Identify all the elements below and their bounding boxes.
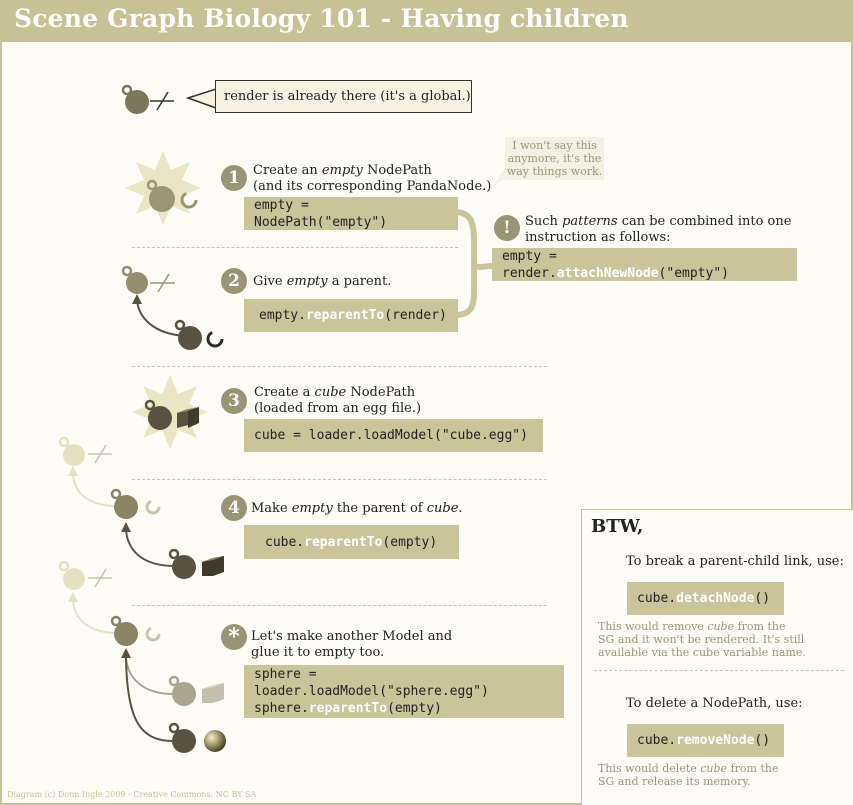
step-1-text-b: NodePath — [362, 163, 432, 178]
step-1-text-line2: (and its corresponding PandaNode.) — [253, 179, 492, 194]
btw-remove-code-method: removeNode — [676, 733, 755, 748]
step-4-text-b: . — [458, 501, 463, 516]
btw-separator — [594, 670, 844, 671]
step-4-code-args: (empty) — [382, 534, 438, 550]
btw-delete-note-em: cube — [700, 762, 728, 775]
combine-bracket — [455, 212, 492, 315]
btw-delete-note-b: from the — [727, 762, 779, 775]
pattern-badge: ! — [494, 215, 520, 241]
step-1-text-em: empty — [321, 163, 363, 178]
step-5-code-line1: sphere = loader.loadModel("sphere.egg") — [254, 667, 489, 699]
note-bubble-tail — [490, 168, 510, 190]
btw-remove-code — [627, 724, 784, 757]
render-node-icon — [123, 86, 174, 114]
btw-delete-note-line2: SG and release its memory. — [598, 775, 751, 788]
step-4-code-method: reparentTo — [304, 534, 383, 550]
btw-detach-code-args: () — [754, 591, 771, 606]
step-5-text — [251, 629, 452, 661]
btw-detach-code-method: detachNode — [676, 591, 755, 606]
btw-break-note — [598, 620, 806, 659]
render-callout — [215, 80, 472, 113]
step-3-text-b: NodePath — [346, 385, 416, 400]
step-4-text-em2: cube — [426, 501, 459, 516]
step-1-text-a: Create an — [253, 163, 322, 178]
step-3-text-line2: (loaded from an egg file.) — [254, 401, 422, 416]
credit-text: Diagram (c) Donn Ingle 2009 - Creative Commons: NC BY SA — [7, 790, 257, 799]
starburst-cube-icon — [132, 375, 208, 449]
step-2-code-obj: empty. — [259, 308, 306, 323]
step-2-text-em: empty — [286, 274, 328, 289]
pattern-text-b: can be combined into one — [617, 214, 792, 229]
separator-4 — [132, 605, 547, 606]
btw-delete-note — [598, 762, 778, 788]
btw-break-note-em: cube — [707, 620, 735, 633]
pattern-text-a: Such — [525, 214, 563, 229]
btw-remove-code-obj: cube. — [637, 733, 677, 748]
step-3-text — [254, 385, 421, 417]
step-3-code — [244, 419, 543, 452]
btw-detach-code — [627, 582, 784, 615]
btw-panel — [581, 509, 853, 805]
step-1-text — [253, 163, 491, 195]
step-4-text-mid: the parent of — [332, 501, 427, 516]
step-2-code-args: (render) — [384, 308, 447, 323]
step-2-text-b: a parent. — [327, 274, 392, 289]
step-2-text-a: Give — [253, 274, 287, 289]
step-3-text-a: Create a — [254, 385, 315, 400]
step-5-code2-method: reparentTo — [308, 701, 388, 716]
step-3-code-text: cube = loader.loadModel("cube.egg") — [254, 428, 528, 443]
btw-break-note-b: from the — [734, 620, 786, 633]
step-5-code — [244, 665, 564, 718]
pattern-code-args: ("empty") — [658, 265, 729, 281]
note-bubble — [505, 137, 604, 180]
note-line-1: I won't say this — [512, 139, 597, 152]
step-4-code — [244, 525, 459, 559]
step-4-badge: 4 — [221, 495, 247, 521]
note-line-2: anymore, it's the — [507, 152, 602, 165]
step-2-code — [244, 299, 458, 332]
separator-3 — [132, 479, 547, 480]
pattern-code-obj: empty = render. — [502, 248, 557, 281]
pattern-code-method: attachNewNode — [556, 265, 659, 281]
step-4-text-a: Make — [251, 501, 292, 516]
pattern-text — [525, 214, 791, 246]
btw-delete-note-a: This would delete — [598, 762, 701, 775]
step-4-text — [251, 501, 463, 517]
step-1-badge: 1 — [221, 165, 247, 191]
btw-break-note-a: This would remove — [598, 620, 708, 633]
btw-break-text: To break a parent-child link, use: — [626, 554, 844, 569]
step-5-text-line1: Let's make another Model and — [251, 629, 453, 644]
btw-delete-text: To delete a NodePath, use: — [626, 696, 803, 711]
step-4-code-obj: cube. — [265, 534, 305, 550]
step-1-code — [244, 197, 458, 230]
step-3-badge: 3 — [221, 388, 247, 414]
step-5-text-line2: glue it to empty too. — [251, 645, 385, 660]
separator-2 — [132, 366, 547, 367]
callout-text: render is already there (it's a global.) — [224, 89, 471, 104]
pattern-code — [492, 248, 797, 281]
step-3-text-em: cube — [314, 385, 347, 400]
btw-break-note-line2: SG and it won't be rendered. It's still — [598, 633, 805, 646]
step5-graph-icon — [60, 562, 226, 753]
btw-heading: BTW, — [591, 516, 644, 537]
step-4-text-em: empty — [291, 501, 333, 516]
btw-remove-code-args: () — [754, 733, 771, 748]
step-2-badge: 2 — [221, 268, 247, 294]
step-2-code-method: reparentTo — [305, 308, 385, 323]
btw-detach-code-obj: cube. — [637, 591, 677, 606]
step-5-code2-obj: sphere. — [254, 701, 309, 716]
step-2-text — [253, 274, 391, 290]
step-5-badge: * — [221, 624, 247, 650]
page-title: Scene Graph Biology 101 - Having children — [14, 4, 629, 33]
step2-graph-icon — [123, 267, 222, 350]
step-5-code2-args: (empty) — [387, 701, 442, 716]
callout-tail — [188, 89, 216, 108]
pattern-text-em: patterns — [562, 214, 618, 229]
step-1-code-text: empty = NodePath("empty") — [254, 197, 388, 230]
btw-break-note-line3: available via the cube variable name. — [598, 646, 806, 659]
pattern-text-line2: instruction as follows: — [525, 230, 671, 245]
note-line-3: way things work. — [506, 165, 603, 178]
starburst-empty-icon — [125, 151, 201, 225]
step4-graph-icon — [60, 438, 224, 579]
separator-1 — [132, 247, 458, 248]
